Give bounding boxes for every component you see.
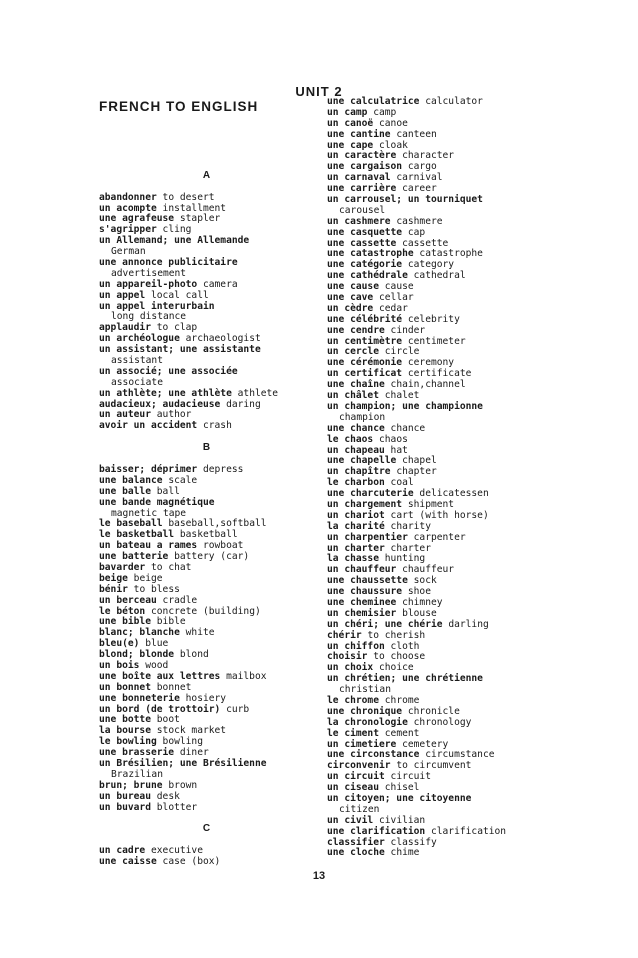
entry-term: une brasserie	[99, 747, 175, 759]
entry-gloss: blouse	[402, 607, 437, 619]
entry-term: abandonner	[99, 191, 157, 203]
entry-gloss: stapler	[179, 213, 221, 225]
entry-gloss: curb	[226, 703, 250, 715]
entry-term: un appel interurbain	[99, 300, 215, 312]
entry-term: un associé; une associée	[99, 365, 238, 377]
entry-gloss: cap	[407, 226, 426, 238]
entry-term: un Brésilien; une Brésilienne	[99, 757, 267, 769]
entry-gloss: crash	[202, 420, 232, 432]
entry-gloss: chime	[390, 847, 420, 859]
entry-gloss: cradle	[162, 594, 198, 606]
entry-term: bénir	[99, 583, 128, 595]
entry-gloss: choice	[379, 662, 414, 674]
entry-term: un chargement	[327, 498, 403, 510]
entry-term: applaudir	[99, 322, 151, 334]
entry-term: beige	[99, 572, 128, 584]
entry-term: un bois	[99, 659, 140, 671]
entry-gloss: bowling	[162, 736, 203, 748]
entry-continuation: carousel	[339, 204, 386, 216]
left-column	[99, 160, 314, 868]
entry-term: une boîte aux lettres	[99, 670, 221, 682]
entry-term: un bateau a rames	[99, 540, 198, 552]
entry-gloss: white	[185, 627, 215, 639]
entry-term: une carrière	[327, 183, 397, 195]
entry-term: une annonce publicitaire	[99, 257, 238, 269]
entry-gloss: catastrophe	[419, 248, 483, 260]
entry-term: un champion; une championne	[327, 400, 483, 412]
entry-gloss: character	[402, 150, 455, 162]
entry-continuation: champion	[339, 411, 386, 423]
entry-gloss: sock	[413, 575, 437, 587]
entry-term: un assistant; une assistante	[99, 344, 261, 356]
entry-gloss: archaeologist	[185, 333, 261, 345]
entry-gloss: circle	[384, 346, 420, 358]
entry-term: une catégorie	[327, 259, 403, 271]
entry-term: une cendre	[327, 324, 385, 336]
entry-term: un Allemand; une Allemande	[99, 235, 250, 247]
entry-continuation: citizen	[339, 803, 380, 815]
entry-term: un buvard	[99, 801, 151, 813]
entry-gloss: darling	[448, 618, 489, 630]
entry-gloss: installment	[162, 202, 227, 214]
entry-gloss: local call	[151, 289, 209, 301]
entry-gloss: career	[402, 183, 437, 195]
entry-gloss: hosiery	[185, 692, 227, 704]
entry-gloss: to cherish	[367, 629, 426, 641]
entry-gloss: to bless	[133, 583, 180, 595]
entry-term: audacieux; audacieuse	[99, 398, 221, 410]
entry-gloss: chance	[390, 422, 426, 434]
entry-gloss: charter	[390, 542, 431, 554]
entry-gloss: chalet	[384, 390, 420, 402]
entry-gloss: ceremony	[407, 357, 455, 369]
entry-term: circonvenir	[327, 760, 391, 772]
entry-term: une chaîne	[327, 379, 385, 391]
entry-term: une clarification	[327, 825, 426, 837]
entry-term: un chiffon	[327, 640, 385, 652]
entry-term: un athlète; une athlète	[99, 387, 232, 399]
entry-gloss: wood	[145, 659, 169, 671]
entry-term: le ciment	[327, 727, 379, 739]
entry-gloss: circuit	[390, 771, 431, 783]
entry-term: chérir	[327, 629, 362, 641]
entry-term: un appel	[99, 289, 146, 301]
entry-term: le charbon	[327, 477, 385, 489]
entry-gloss: to clap	[156, 322, 198, 334]
entry-gloss: chimney	[402, 596, 443, 608]
dictionary-entry	[327, 620, 562, 631]
entry-gloss: cargo	[407, 161, 437, 173]
entry-term: un cercle	[327, 346, 379, 358]
entry-term: un chariot	[327, 509, 385, 521]
entry-gloss: carpenter	[413, 531, 466, 543]
entry-term: un carrousel; un tourniquet	[327, 194, 483, 206]
entry-term: une circonstance	[327, 749, 420, 761]
entry-continuation: long distance	[111, 311, 187, 323]
entry-gloss: rowboat	[202, 540, 244, 552]
entry-term: un chapeau	[327, 444, 385, 456]
entry-gloss: athlete	[237, 387, 279, 399]
entry-gloss: bonnet	[156, 681, 192, 693]
entry-term: le béton	[99, 605, 146, 617]
entry-gloss: civilian	[379, 814, 426, 826]
dictionary-entry	[99, 857, 314, 868]
entry-term: la chasse	[327, 553, 379, 565]
entry-term: un cimetiere	[327, 738, 397, 750]
entry-term: un chauffeur	[327, 564, 397, 576]
entry-gloss: clarification	[430, 825, 507, 837]
entry-gloss: shipment	[407, 498, 455, 510]
entry-term: une cheminee	[327, 596, 397, 608]
entry-gloss: to circumvent	[396, 760, 472, 772]
entry-gloss: chisel	[384, 782, 420, 794]
entry-gloss: case (box)	[162, 856, 221, 867]
entry-gloss: cathedral	[413, 270, 466, 282]
entry-term: un civil	[327, 814, 374, 826]
entry-gloss: depress	[202, 463, 244, 475]
entry-gloss: camera	[202, 278, 238, 290]
entry-gloss: category	[407, 259, 455, 271]
entry-term: un châlet	[327, 390, 379, 402]
entry-term: un chapître	[327, 466, 391, 478]
entry-gloss: celebrity	[407, 313, 460, 325]
entry-gloss: calculator	[425, 96, 483, 107]
entry-term: une cantine	[327, 128, 391, 140]
entry-term: choisir	[327, 651, 368, 663]
entry-gloss: canteen	[396, 128, 437, 140]
entry-term: un circuit	[327, 771, 385, 783]
right-column	[327, 97, 562, 859]
entry-term: une bonneterie	[99, 692, 180, 704]
entry-gloss: scale	[168, 474, 198, 486]
entry-term: un bord (de trottoir)	[99, 703, 221, 715]
dictionary-entry	[99, 803, 314, 814]
letter-heading: B	[202, 442, 211, 454]
entry-gloss: to chat	[151, 561, 192, 573]
entry-gloss: camp	[373, 106, 397, 118]
entry-gloss: hat	[390, 444, 408, 456]
dictionary-entry	[327, 848, 562, 859]
entry-term: bavarder	[99, 561, 146, 573]
entry-gloss: author	[156, 409, 192, 421]
entry-term: un citoyen; une citoyenne	[327, 793, 472, 804]
entry-gloss: brown	[168, 779, 198, 791]
entry-term: un cashmere	[327, 215, 391, 227]
entry-gloss: to choose	[373, 651, 426, 663]
entry-term: une batterie	[99, 551, 169, 563]
entry-term: une chronique	[327, 705, 403, 717]
entry-term: une casquette	[327, 226, 403, 238]
dictionary-entry	[99, 421, 314, 432]
section-title: FRENCH TO ENGLISH	[99, 99, 259, 114]
entry-gloss: boot	[156, 714, 180, 726]
entry-term: une bande magnétique	[99, 496, 215, 508]
entry-term: une cargaison	[327, 161, 403, 173]
letter-heading: A	[202, 169, 211, 181]
entry-term: une chance	[327, 422, 385, 434]
entry-gloss: chapel	[402, 455, 437, 467]
entry-term: une balance	[99, 474, 163, 486]
entry-gloss: cedar	[379, 302, 408, 314]
entry-term: un bureau	[99, 790, 151, 802]
entry-gloss: cling	[162, 224, 192, 236]
entry-term: un centimètre	[327, 335, 403, 347]
entry-gloss: diner	[179, 747, 209, 759]
entry-gloss: to desert	[162, 191, 215, 203]
entry-term: une catastrophe	[327, 248, 414, 260]
entry-term: un camp	[327, 106, 368, 118]
entry-gloss: chaos	[379, 433, 408, 445]
entry-term: s'agripper	[99, 224, 157, 236]
entry-gloss: cellar	[379, 292, 414, 304]
entry-term: une chaussure	[327, 586, 403, 598]
entry-term: une botte	[99, 714, 151, 726]
entry-term: une chaussette	[327, 575, 408, 587]
entry-term: une cloche	[327, 847, 385, 859]
entry-gloss: chronology	[413, 716, 472, 728]
entry-gloss: cloth	[390, 640, 420, 652]
entry-gloss: baseball,softball	[168, 518, 267, 530]
page-number: 13	[312, 870, 326, 882]
entry-term: bleu(e)	[99, 638, 140, 650]
entry-gloss: concrete (building)	[151, 605, 261, 617]
entry-gloss: battery (car)	[174, 551, 250, 563]
entry-gloss: mailbox	[226, 670, 267, 682]
entry-term: la charité	[327, 520, 385, 532]
entry-gloss: chapter	[396, 466, 437, 478]
entry-gloss: beige	[133, 572, 163, 584]
entry-term: un berceau	[99, 594, 157, 606]
letter-heading: C	[202, 823, 211, 835]
entry-continuation: christian	[339, 684, 391, 696]
entry-term: un appareil-photo	[99, 278, 198, 290]
entry-term: un ciseau	[327, 782, 379, 794]
entry-gloss: chain,channel	[390, 379, 466, 391]
entry-term: une calculatrice	[327, 96, 420, 107]
entry-gloss: canoe	[379, 117, 408, 129]
entry-term: un canoë	[327, 117, 374, 129]
entry-term: un cèdre	[327, 302, 374, 314]
entry-term: un chrétien; une chrétienne	[327, 673, 483, 685]
entry-term: une cause	[327, 281, 379, 293]
entry-continuation: associate	[111, 376, 163, 388]
entry-term: une cérémonie	[327, 357, 403, 369]
entry-gloss: classify	[390, 836, 437, 848]
entry-gloss: executive	[151, 845, 203, 857]
entry-gloss: delicatessen	[419, 488, 489, 500]
entry-gloss: cause	[384, 281, 414, 293]
entry-gloss: daring	[226, 398, 261, 410]
entry-term: blanc; blanche	[99, 627, 180, 639]
entry-gloss: blotter	[156, 801, 198, 813]
entry-gloss: cashmere	[396, 215, 443, 227]
entry-term: une bible	[99, 616, 151, 628]
entry-gloss: blond	[179, 649, 209, 661]
entry-gloss: carnival	[396, 172, 443, 184]
entry-gloss: blue	[145, 638, 169, 650]
entry-gloss: cinder	[390, 324, 426, 336]
entry-continuation: German	[111, 246, 146, 258]
entry-term: un cadre	[99, 845, 146, 857]
entry-continuation: advertisement	[111, 267, 187, 279]
entry-continuation: magnetic tape	[111, 507, 187, 519]
entry-term: une cathédrale	[327, 270, 408, 282]
entry-term: le chrome	[327, 694, 379, 706]
entry-term: brun; brune	[99, 779, 163, 791]
entry-term: la chronologie	[327, 716, 408, 728]
entry-term: un certificat	[327, 368, 403, 380]
entry-term: un acompte	[99, 202, 157, 214]
entry-term: un archéologue	[99, 333, 180, 345]
entry-gloss: shoe	[407, 586, 431, 598]
entry-gloss: cloak	[379, 139, 408, 151]
entry-term: une cape	[327, 139, 374, 151]
entry-term: une balle	[99, 485, 151, 497]
entry-gloss: chrome	[384, 694, 420, 706]
unit-title: UNIT 2	[295, 84, 343, 99]
entry-term: un bonnet	[99, 681, 151, 693]
entry-term: avoir un accident	[99, 420, 198, 432]
entry-term: une charcuterie	[327, 488, 414, 500]
entry-term: classifier	[327, 836, 385, 848]
entry-term: une cassette	[327, 237, 397, 249]
entry-gloss: charity	[390, 520, 431, 532]
entry-term: le basketball	[99, 529, 175, 541]
entry-term: un auteur	[99, 409, 151, 421]
dictionary-entry	[99, 498, 314, 509]
entry-term: le baseball	[99, 518, 163, 530]
entry-term: la bourse	[99, 725, 151, 737]
entry-term: un chéri; une chérie	[327, 618, 443, 630]
entry-term: baisser; déprimer	[99, 463, 198, 475]
entry-gloss: stock market	[156, 725, 227, 737]
entry-gloss: certificate	[407, 368, 472, 380]
entry-term: une agrafeuse	[99, 213, 175, 225]
entry-gloss: ball	[156, 485, 180, 497]
entry-term: un choix	[327, 662, 374, 674]
entry-gloss: cassette	[402, 237, 449, 249]
entry-gloss: cemetery	[402, 738, 449, 750]
entry-gloss: centimeter	[407, 335, 466, 347]
entry-term: une caisse	[99, 856, 157, 867]
entry-gloss: cement	[384, 727, 420, 739]
entry-term: un caractère	[327, 150, 397, 162]
entry-continuation: assistant	[111, 355, 163, 367]
entry-gloss: bible	[156, 616, 186, 628]
entry-gloss: chauffeur	[402, 564, 455, 576]
entry-term: un chemisier	[327, 607, 397, 619]
entry-gloss: basketball	[179, 529, 238, 541]
entry-gloss: chronicle	[407, 705, 460, 717]
entry-gloss: desk	[156, 790, 180, 802]
entry-term: un charter	[327, 542, 385, 554]
entry-term: une chapelle	[327, 455, 397, 467]
entry-term: un carnaval	[327, 172, 391, 184]
entry-term: le chaos	[327, 433, 374, 445]
entry-gloss: coal	[390, 477, 414, 489]
entry-term: une célébrité	[327, 313, 403, 325]
entry-term: un charpentier	[327, 531, 408, 543]
entry-gloss: hunting	[384, 553, 426, 565]
entry-term: blond; blonde	[99, 649, 175, 661]
entry-gloss: circumstance	[425, 749, 495, 761]
entry-term: le bowling	[99, 736, 157, 748]
entry-gloss: cart (with horse)	[390, 509, 489, 521]
entry-continuation: Brazilian	[111, 768, 163, 780]
entry-term: une cave	[327, 292, 374, 304]
